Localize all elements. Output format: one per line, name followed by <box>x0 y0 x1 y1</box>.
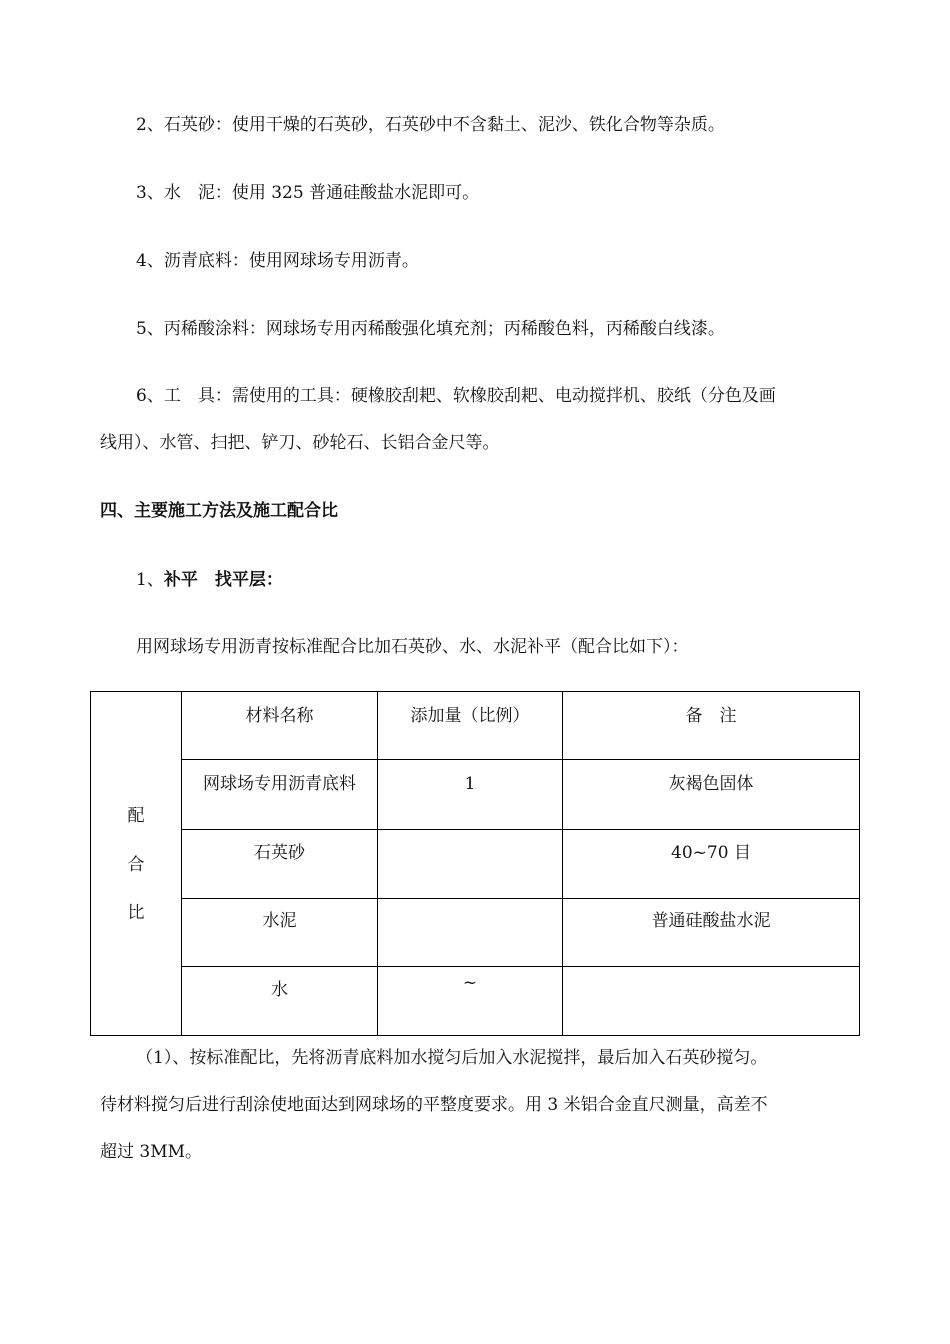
table-rule-2 <box>181 829 860 830</box>
subsection-heading <box>136 569 283 591</box>
paragraph-quartz-sand: 2、石英砂：使用干燥的石英砂，石英砂中不含黏土、泥沙、铁化合物等杂质。 <box>136 115 725 135</box>
table-cell-material: 水泥 <box>262 911 297 931</box>
table-border-right <box>859 691 860 1036</box>
side-label-char-1: 配 <box>127 806 145 826</box>
section-heading: 四、主要施工方法及施工配合比 <box>100 501 338 521</box>
paragraph-cement: 3、水 泥：使用 325 普通硅酸盐水泥即可。 <box>136 183 480 203</box>
paragraph-tools-line1: 6、工 具：需使用的工具：硬橡胶刮耙、软橡胶刮耙、电动搅拌机、胶纸（分色及画 <box>136 386 776 406</box>
table-cell-amount: 1 <box>464 774 476 794</box>
note-line-1: （1）、按标准配比，先将沥青底料加水搅匀后加入水泥搅拌，最后加入石英砂搅匀。 <box>136 1048 768 1068</box>
header-amount: 添加量（比例） <box>410 706 530 726</box>
table-cell-remarks: 灰褐色固体 <box>668 774 754 794</box>
paragraph-asphalt-base: 4、沥青底料：使用网球场专用沥青。 <box>136 251 419 271</box>
table-cell-material: 水 <box>271 980 288 1000</box>
note-line-3: 超过 3MM。 <box>100 1142 203 1162</box>
subsection-number: 1、 <box>136 570 164 590</box>
table-rule-4 <box>181 966 860 967</box>
intro-paragraph: 用网球场专用沥青按标准配合比加石英砂、水、水泥补平（配合比如下）： <box>136 637 689 657</box>
side-label-char-3: 比 <box>127 903 145 923</box>
table-rule-top <box>90 691 860 692</box>
header-remarks: 备 注 <box>685 706 737 726</box>
table-cell-material: 网球场专用沥青底料 <box>203 774 356 794</box>
table-rule-1 <box>181 759 860 760</box>
subsection-title: 补平 找平层： <box>163 570 283 590</box>
paragraph-acrylic-coating: 5、丙稀酸涂料：网球场专用丙稀酸强化填充剂；丙稀酸色料，丙稀酸白线漆。 <box>136 319 725 339</box>
note-line-2: 待材料搅匀后进行刮涂使地面达到网球场的平整度要求。用 3 米铝合金直尺测量，高差不 <box>100 1095 768 1115</box>
table-cell-remarks: 40~70 目 <box>671 843 751 863</box>
header-material-name: 材料名称 <box>245 706 314 726</box>
paragraph-tools-line2: 线用）、水管、扫把、铲刀、砂轮石、长铝合金尺等。 <box>100 433 500 453</box>
table-cell-material: 石英砂 <box>254 843 305 863</box>
side-label-char-2: 合 <box>127 855 145 875</box>
table-cell-remarks: 普通硅酸盐水泥 <box>651 911 771 931</box>
table-cell-amount: ~ <box>462 973 478 993</box>
table-rule-3 <box>181 898 860 899</box>
table-rule-bottom <box>90 1035 860 1036</box>
